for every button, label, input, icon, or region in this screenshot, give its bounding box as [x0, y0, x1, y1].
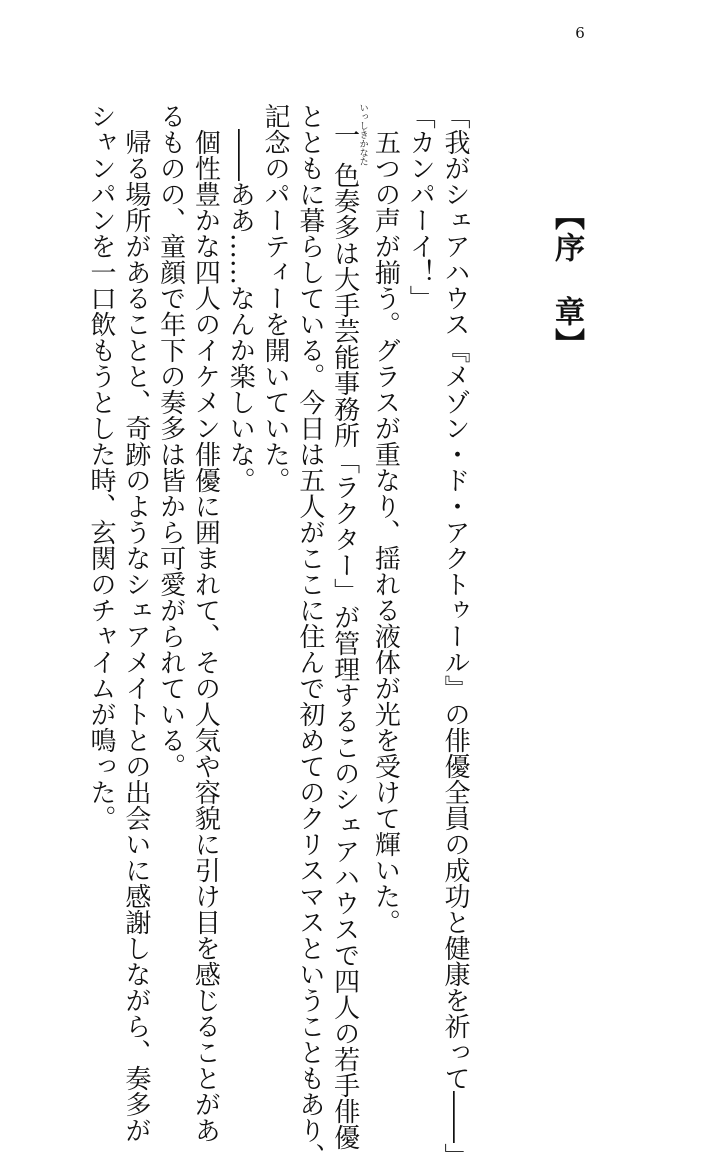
chapter-title: 【序 章】 [549, 200, 584, 360]
name-ruby [329, 103, 368, 166]
text-line: ――ああ……なんか楽しいな。 [225, 129, 256, 493]
ruby-base: 一 [329, 103, 360, 166]
text-line: 個性豊かな四人のイケメン俳優に囲まれて、その人気や容貌に引け目を感じることがあ [190, 129, 221, 1143]
text-line: シャンパンを一口飲もうとした時、玄関のチャイムが鳴った。 [86, 103, 117, 831]
text-line [327, 103, 368, 1150]
text-line-content: 色奏多は大手芸能事務所「ラクター」が管理するこのシェアハウスで四人の若手俳優 [329, 162, 360, 1150]
text-line: 帰る場所があることと、奇跡のようなシェアメイトとの出会いに感謝しながら、奏多が [120, 129, 151, 1143]
text-line: 「我がシェアハウス『メゾン・ド・アクトゥール』の俳優全員の成功と健康を祈って――」 [440, 103, 470, 1169]
page-number: 6 [575, 24, 585, 42]
body-text [83, 103, 472, 1169]
text-line: るものの、童顔で年下の奏多は皆から可愛がられている。 [155, 103, 186, 779]
text-line: とともに暮らしている。今日は五人がここに住んで初めてのクリスマスということもあり、 [294, 103, 325, 1169]
text-line: 「カンパーイ！」 [405, 103, 436, 311]
text-line: 五つの声が揃う。グラスが重なり、揺れる液体が光を受けて輝いた。 [370, 129, 401, 935]
ruby-reading: いっしきかなた [357, 103, 368, 166]
text-line: 記念のパーティーを開いていた。 [260, 103, 291, 493]
